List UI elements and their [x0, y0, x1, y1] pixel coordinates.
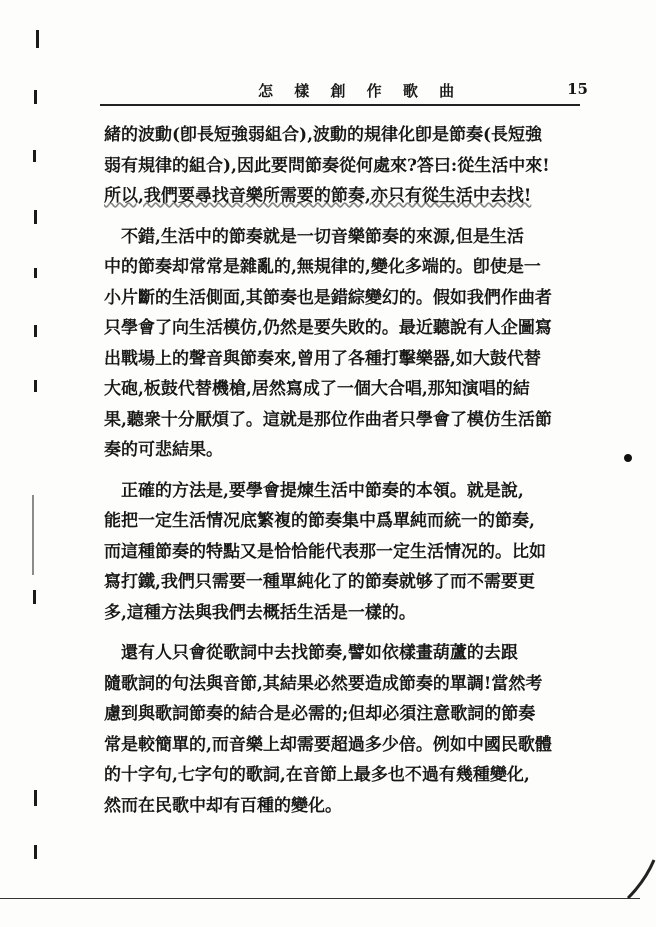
text-line: 弱有規律的組合),因此要問節奏從何處來?答曰:從生活中來!: [104, 155, 550, 176]
text-line: 正確的方法是,要學會提煉生活中節奏的本領。就是說,: [104, 480, 524, 501]
text-line: 寫打鐵,我們只需要一種單純化了的節奏就够了而不需要更: [104, 572, 535, 592]
text-line: 出戰場上的聲音與節奏來,曾用了各種打擊樂器,如大鼓代替: [104, 348, 541, 369]
text-line: 大砲,板鼓代替機槍,居然寫成了一個大合唱,那知演唱的結: [104, 379, 530, 399]
header-rule: [100, 104, 580, 106]
text-line: 小片斷的生活側面,其節奏也是錯綜變幻的。假如我們作曲者: [104, 287, 552, 308]
text-line: 隨歌詞的句法與音節,其結果必然要造成節奏的單調!當然考: [104, 673, 543, 694]
margin-scan-mark: [34, 790, 37, 806]
page-bottom-edge: [0, 898, 640, 899]
text-line: 奏的可悲結果。: [104, 440, 223, 460]
text-line: 所以,我們要尋找音樂所需要的節奏,亦只有從生活中去找!: [104, 186, 532, 206]
margin-scan-mark: [34, 210, 37, 224]
margin-scan-mark: [34, 380, 37, 392]
margin-scan-mark: [34, 268, 37, 278]
text-line: 然而在民歌中却有百種的變化。: [104, 795, 342, 816]
margin-scan-mark: [34, 845, 37, 859]
text-line: 不錯,生活中的節奏就是一切音樂節奏的來源,但是生活: [104, 226, 524, 247]
margin-scan-mark: [32, 495, 34, 575]
text-line: 還有人只會從歌詞中去找節奏,譬如依樣畫葫蘆的去跟: [104, 643, 518, 663]
text-line: 只學會了向生活模仿,仍然是要失敗的。最近聽說有人企圖寫: [104, 318, 552, 338]
ink-speck: [624, 454, 632, 462]
body-text: [104, 120, 590, 821]
text-line: 能把一定生活情况底繁複的節奏集中爲單純而統一的節奏,: [104, 511, 535, 531]
paragraph: [104, 638, 590, 821]
text-line: 中的節奏却常常是雜亂的,無規律的,變化多端的。卽使是一: [104, 257, 541, 277]
page-corner-curl: [626, 858, 656, 900]
text-line: 慮到與歌詞節奏的結合是必需的;但却必須注意歌詞的節奏: [104, 704, 536, 724]
text-line: 緒的波動(卽長短強弱組合),波動的規律化卽是節奏(長短強: [104, 125, 543, 145]
running-header: [228, 80, 588, 104]
text-line: 的十字句,七字句的歌詞,在音節上最多也不過有幾種變化,: [104, 765, 530, 785]
running-header-title: 怎 樣 創 作 歌 曲: [258, 82, 463, 100]
margin-scan-mark: [34, 90, 37, 104]
text-line: 常是較簡單的,而音樂上却需要超過多少倍。例如中國民歌體: [104, 734, 552, 755]
text-line: 果,聽衆十分厭煩了。這就是那位作曲者只學會了模仿生活節: [104, 409, 552, 430]
page-number: 15: [567, 80, 588, 98]
text-line: 而這種節奏的特點又是恰恰能代表那一定生活情况的。比如: [104, 541, 546, 562]
margin-scan-mark: [33, 150, 36, 162]
margin-scan-mark: [34, 325, 37, 337]
text-line: 多,這種方法與我們去概括生活是一樣的。: [104, 602, 416, 623]
paragraph: [104, 120, 590, 212]
margin-scan-mark: [33, 590, 36, 604]
paragraph: [104, 222, 590, 466]
paragraph: [104, 476, 590, 629]
margin-scan-mark: [36, 30, 39, 48]
